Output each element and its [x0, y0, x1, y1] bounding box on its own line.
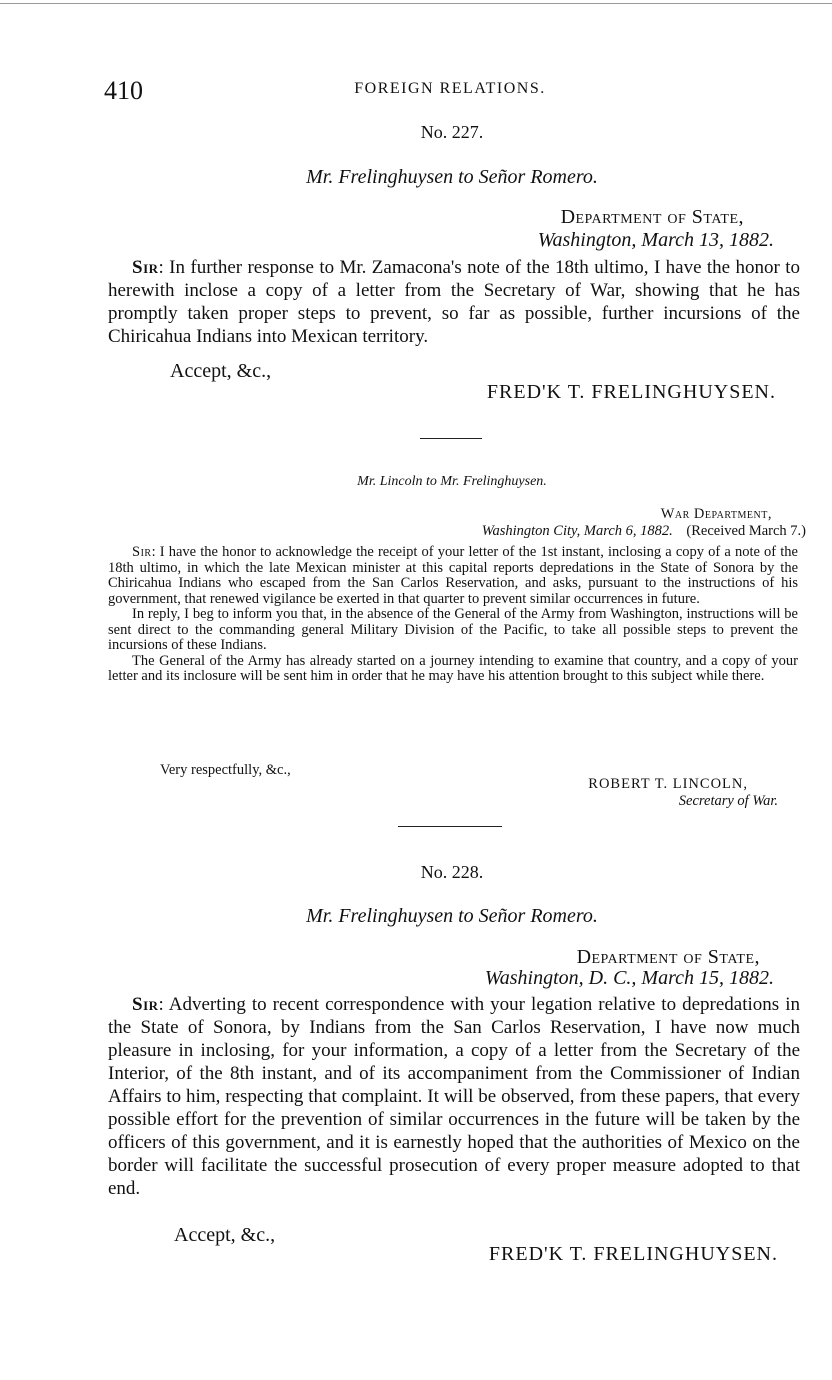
inclosure-para2: In reply, I beg to inform you that, in the absence of the General of the Army from Washington, instructions will be sent direct to the commanding general Military Division of the Pacific, to take all possible steps to prevent the incursions of these Indians.	[108, 606, 798, 653]
doc1-dateline: Washington, March 13, 1882.	[537, 229, 774, 251]
inclosure-salutation: Sir	[132, 544, 152, 560]
doc1-body-text: : In further response to Mr. Zamacona's note of the 18th ultimo, I have the honor to herewith inclose a copy of a letter from the Secretary of War, showing that he has promptly taken proper steps to prevent, so far as possible, further incursions of the Chiricahua Indians into Mexican territory.	[108, 257, 800, 347]
doc2-number: No. 228.	[420, 862, 484, 882]
doc1-office: Department of State,	[560, 206, 744, 228]
doc1-signature: FRED'K T. FRELINGHUYSEN.	[486, 381, 776, 403]
inclosure-signature: ROBERT T. LINCOLN,	[588, 776, 748, 792]
doc1-body	[108, 256, 800, 348]
inclosure-para1: : I have the honor to acknowledge the receipt of your letter of the 1st instant, inclosing a copy of a note of the 18th ultimo, in which the late Mexican minister at this capital reports depredations in the State of Sonora by the Chiricahua Indians who escaped from the San Carlos Reservation, and asks, pursuant to the instructions of his government, that renewed vigilance be exerted in that quarter to prevent similar occurrences in future.	[108, 544, 798, 607]
inclosure-dateline: Washington City, March 6, 1882.	[481, 523, 673, 539]
doc2-heading: Mr. Frelinghuysen to Señor Romero.	[306, 905, 598, 927]
doc2-closing: Accept, &c.,	[174, 1224, 276, 1246]
inclosure-heading: Mr. Lincoln to Mr. Frelinghuysen.	[357, 474, 547, 489]
page-number: 410	[104, 76, 143, 105]
section-divider	[420, 438, 482, 439]
section-divider	[398, 826, 502, 827]
inclosure-dateline-row	[482, 523, 806, 540]
inclosure-body	[108, 545, 798, 685]
doc1-closing: Accept, &c.,	[170, 360, 272, 382]
doc1-heading: Mr. Frelinghuysen to Señor Romero.	[306, 166, 598, 188]
doc1-salutation: Sir	[132, 257, 159, 278]
doc1-number: No. 227.	[420, 122, 484, 142]
inclosure-office: War Department,	[660, 506, 772, 522]
inclosure-closing: Very respectfully, &c.,	[160, 762, 291, 778]
inclosure-para3: The General of the Army has already started on a journey intending to examine that country, and a copy of your letter and its inclosure will be sent him in order that he may have his attention brought to this subject while there.	[108, 652, 798, 684]
doc2-body	[108, 993, 800, 1200]
doc2-office: Department of State,	[576, 946, 760, 968]
inclosure-title: Secretary of War.	[678, 793, 778, 809]
inclosure-received: (Received March 7.)	[686, 523, 806, 539]
doc2-signature: FRED'K T. FRELINGHUYSEN.	[488, 1243, 778, 1265]
running-head: FOREIGN RELATIONS.	[354, 80, 546, 97]
doc2-salutation: Sir	[132, 994, 159, 1015]
doc2-dateline: Washington, D. C., March 15, 1882.	[484, 967, 774, 989]
doc2-body-text: : Adverting to recent correspondence with your legation relative to depredations in the State of Sonora, by Indians from the San Carlos Reservation, I have now much pleasure in inclosing, for your information, a copy of a letter from the Secretary of the Interior, of the 8th instant, and of its accompaniment from the Commissioner of Indian Affairs to him, respecting that complaint. It will be observed, from these papers, that every possible effort for the prevention of similar occurrences in the future will be taken by the officers of this government, and it is earnestly hoped that the authorities of Mexico on the border will facilitate the successful prosecution of every proper measure adopted to that end.	[108, 994, 800, 1199]
